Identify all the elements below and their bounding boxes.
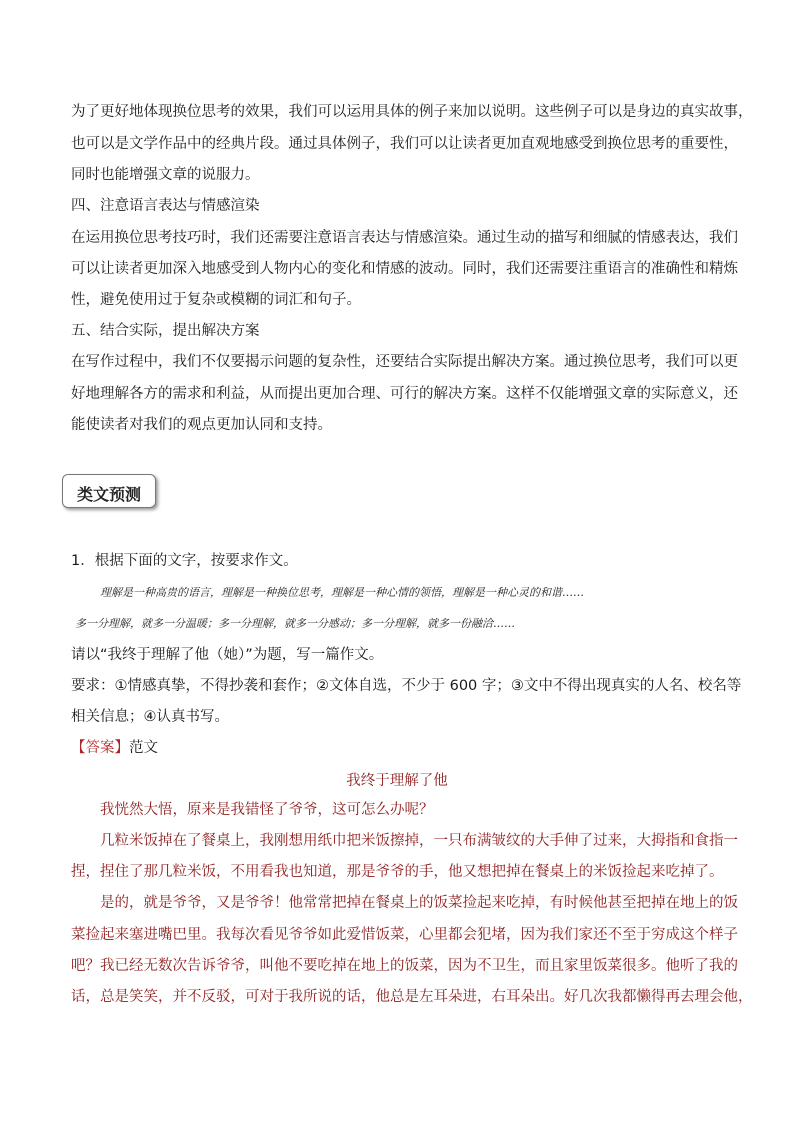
essay-line: 菜捡起来塞进嘴巴里。我每次看见爷爷如此爱惜饭菜，心里都会犯堵，因为我们家还不至于穷成这个样子 — [71, 927, 738, 943]
heading-4: 四、注意语言表达与情感渲染 — [71, 198, 260, 214]
section-title: 类文预测 — [76, 485, 141, 504]
text-line: 能使读者对我们的观点更加认同和支持。 — [71, 417, 332, 433]
text-line: 可以让读者更加深入地感受到人物内心的变化和情感的波动。同时，我们还需要注重语言的准确性和精炼 — [71, 261, 738, 277]
heading-5: 五、结合实际，提出解决方案 — [71, 323, 260, 339]
answer-header — [71, 738, 158, 758]
requirements-line: 相关信息；④认真书写。 — [71, 709, 229, 725]
text-line: 同时也能增强文章的说服力。 — [71, 167, 260, 183]
section-title-box — [62, 474, 156, 508]
essay-line: 捏，捏住了那几粒米饭，不用看我也知道，那是爷爷的手，他又想把掉在餐桌上的米饭捡起来吃掉了。 — [71, 864, 724, 880]
question-task: 请以“我终于理解了他（她）”为题，写一篇作文。 — [71, 647, 384, 663]
text-line: 为了更好地体现换位思考的效果，我们可以运用具体的例子来加以说明。这些例子可以是身边的真实故事， — [71, 104, 753, 120]
text-line: 性，避免使用过于复杂或模糊的词汇和句子。 — [71, 292, 361, 308]
text-line: 在写作过程中，我们不仅要揭示问题的复杂性，还要结合实际提出解决方案。通过换位思考，我们可以更 — [71, 354, 738, 370]
text-line: 在运用换位思考技巧时，我们还需要注意语言表达与情感渲染。通过生动的描写和细腻的情感表达，我们 — [71, 230, 738, 246]
requirements-line: 要求：①情感真挚，不得抄袭和套作；②文体自选，不少于 600 字；③文中不得出现真实的人名、校名等 — [71, 678, 742, 694]
essay-line: 话，总是笑笑，并不反驳，可对于我所说的话，他总是左耳朵进，右耳朵出。好几次我都懒得再去理会他， — [71, 989, 753, 1005]
essay-line: 几粒米饭掉在了餐桌上，我刚想用纸巾把米饭擦掉，一只布满皱纹的大手伸了过来，大拇指和食指一 — [100, 833, 738, 849]
answer-tag: 【答案】 — [71, 740, 129, 756]
quote-line: 理解是一种高贵的语言，理解是一种换位思考，理解是一种心情的领悟，理解是一种心灵的和谐…… — [100, 586, 584, 599]
text-line: 好地理解各方的需求和利益，从而提出更加合理、可行的解决方案。这样不仅能增强文章的实际意义，还 — [71, 386, 738, 402]
question-prompt: 1．根据下面的文字，按要求作文。 — [71, 553, 298, 569]
essay-line: 吧？我已经无数次告诉爷爷，叫他不要吃掉在地上的饭菜，因为不卫生，而且家里饭菜很多。他听了我的 — [71, 958, 738, 974]
essay-title: 我终于理解了他 — [346, 773, 448, 789]
text-line: 也可以是文学作品中的经典片段。通过具体例子，我们可以让读者更加直观地感受到换位思考的重要性， — [71, 136, 738, 152]
answer-label: 范文 — [129, 740, 158, 756]
essay-line: 我恍然大悟，原来是我错怪了爷爷，这可怎么办呢？ — [100, 802, 434, 818]
essay-line: 是的，就是爷爷，又是爷爷！他常常把掉在餐桌上的饭菜捡起来吃掉，有时候他甚至把掉在地上的饭 — [100, 895, 738, 911]
quote-line: 多一分理解，就多一分温暖；多一分理解，就多一分感动；多一分理解，就多一份融洽…… — [75, 617, 515, 630]
